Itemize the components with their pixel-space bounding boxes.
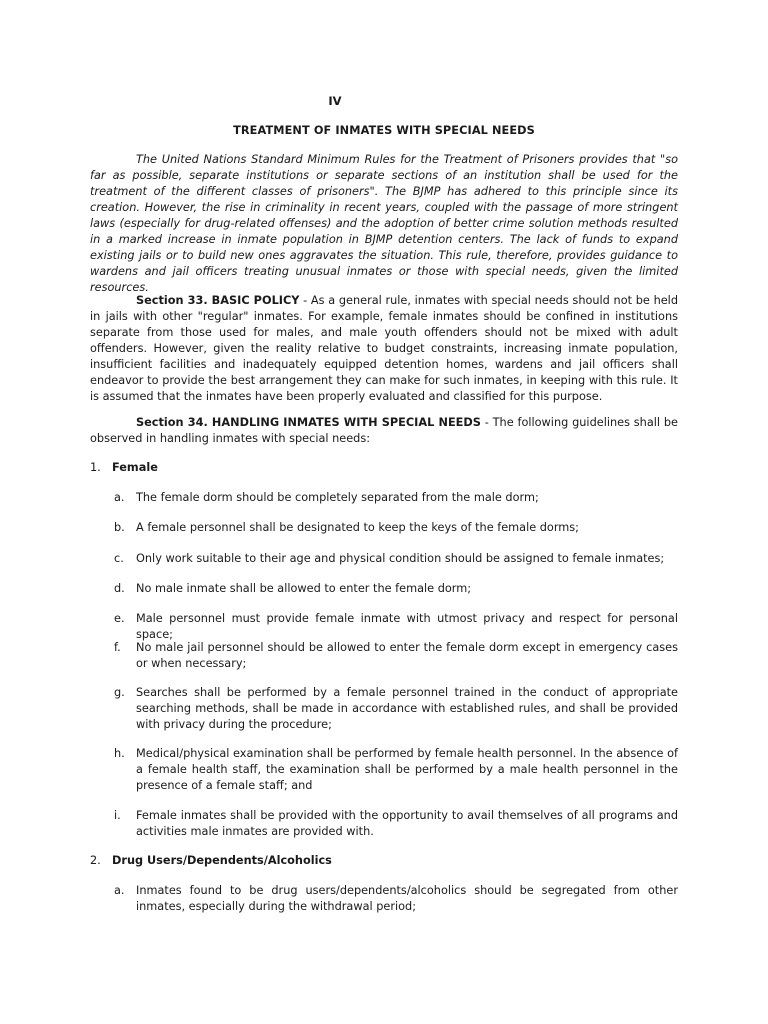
list-item: [114, 883, 678, 915]
list-item-text: A female personnel shall be designated to keep the keys of the female dorms;: [136, 521, 579, 534]
list-item-text: No male jail personnel should be allowed to enter the female dorm except in emergency cases or when necessary;: [136, 641, 678, 670]
list-item-letter: h.: [114, 747, 125, 760]
female-number: 1.: [90, 461, 101, 474]
drug-users-heading-label: Drug Users/Dependents/Alcoholics: [112, 854, 332, 867]
list-item: [114, 551, 678, 567]
intro-paragraph: The United Nations Standard Minimum Rules for the Treatment of Prisoners provides that "so far as possible, separate institutions or separate sections of an institution shall be used for the treatment of the different classes of prisoners". The BJMP has adhered to this principle since its creation. However, the rise in criminality in recent years, coupled with the passage of more stringent laws (especially for drug-related offenses) and the adoption of better crime solution methods resulted in a marked increase in inmate population in BJMP detention centers. The lack of funds to expand existing jails or to build new ones aggravates the situation. This rule, therefore, provides guidance to wardens and jail officers treating unusual inmates or those with special needs, given the limited resources.: [90, 153, 678, 294]
list-item: [114, 808, 678, 840]
section-33-heading: Section 33. BASIC POLICY: [136, 294, 300, 307]
list-item-text: Searches shall be performed by a female personnel trained in the conduct of appropriate searching methods, shall be made in accordance with established rules, and shall be provided with privacy during the procedure;: [136, 686, 678, 731]
list-item-text: The female dorm should be completely separated from the male dorm;: [136, 491, 539, 504]
drug-users-number: 2.: [90, 854, 101, 867]
list-item-text: Inmates found to be drug users/dependents/alcoholics should be segregated from other inmates, especially during the withdrawal period;: [136, 884, 678, 913]
list-item-letter: d.: [114, 582, 125, 595]
female-heading-label: Female: [112, 461, 158, 474]
chapter-title: TREATMENT OF INMATES WITH SPECIAL NEEDS: [233, 124, 535, 137]
female-heading: [90, 460, 158, 476]
list-item-text: No male inmate shall be allowed to enter the female dorm;: [136, 582, 472, 595]
list-item: [114, 685, 678, 733]
section-34-body: - The following guidelines shall be observed in handling inmates with special needs:: [90, 416, 678, 445]
list-item-text: Medical/physical examination shall be performed by female health personnel. In the absence of a female health staff, the examination shall be performed by a male health personnel in the presence of a female staff; and: [136, 747, 678, 792]
list-item: [114, 746, 678, 794]
list-item: [114, 640, 678, 672]
section-34-paragraph: [90, 415, 678, 447]
list-item-letter: i.: [114, 809, 121, 822]
list-item-letter: b.: [114, 521, 125, 534]
list-item-letter: g.: [114, 686, 125, 699]
list-item-letter: f.: [114, 641, 121, 654]
list-item: [114, 581, 678, 597]
list-item-text: Female inmates shall be provided with the opportunity to avail themselves of all programs and activities male inmates are provided with.: [136, 809, 678, 838]
section-33-paragraph: [90, 293, 678, 405]
list-item-letter: a.: [114, 491, 125, 504]
section-33-body: - As a general rule, inmates with special needs should not be held in jails with other "regular" inmates. For example, female inmates should be confined in institutions separate from those used for males, and male youth offenders should not be mixed with adult offenders. However, given the reality relative to budget constraints, increasing inmate population, insufficient facilities and inadequately equipped detention homes, wardens and jail officers shall endeavor to provide the best arrangement they can make for such inmates, in keeping with this rule. It is assumed that the inmates have been properly evaluated and classified for this purpose.: [90, 294, 678, 403]
list-item-letter: c.: [114, 552, 124, 565]
list-item: [114, 490, 678, 506]
list-item-letter: e.: [114, 612, 125, 625]
list-item-letter: a.: [114, 884, 125, 897]
section-34-heading: Section 34. HANDLING INMATES WITH SPECIAL NEEDS: [136, 416, 481, 429]
list-item-text: Male personnel must provide female inmate with utmost privacy and respect for personal space;: [136, 612, 678, 641]
list-item: [114, 520, 678, 536]
list-item: [114, 611, 678, 643]
drug-users-heading: [90, 853, 332, 869]
chapter-number: IV: [328, 94, 342, 108]
list-item-text: Only work suitable to their age and physical condition should be assigned to female inmates;: [136, 552, 665, 565]
